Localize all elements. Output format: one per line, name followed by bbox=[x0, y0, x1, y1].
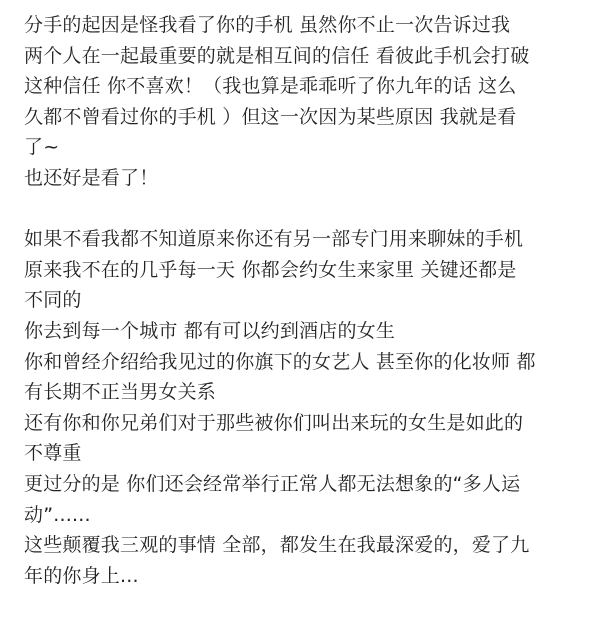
text-line: 有长期不正当男女关系 bbox=[24, 381, 217, 404]
paragraph-2 bbox=[24, 224, 584, 591]
text-line: 你和曾经介绍给我见过的你旗下的女艺人 甚至你的化妆师 都 bbox=[24, 350, 536, 373]
text-line: 原来我不在的几乎每一天 你都会约女生来家里 关键还都是 bbox=[24, 258, 517, 281]
text-line: 这种信任 你不喜欢！（我也算是乖乖听了你九年的话 这么 bbox=[24, 75, 517, 98]
paragraph-1 bbox=[24, 10, 584, 194]
text-line: 这些颠覆我三观的事情 全部，都发生在我最深爱的，爱了九 bbox=[24, 534, 530, 557]
text-line: 更过分的是 你们还会经常举行正常人都无法想象的“多人运 bbox=[24, 472, 521, 495]
text-line: 分手的起因是怪我看了你的手机 虽然你不止一次告诉过我 bbox=[24, 14, 511, 36]
text-line: 动”...... bbox=[24, 503, 91, 526]
paragraph-spacer bbox=[24, 194, 584, 225]
text-line: 不同的 bbox=[24, 289, 82, 312]
text-line: 久都不曾看过你的手机 ）但这一次因为某些原因 我就是看 bbox=[24, 105, 517, 128]
text-line: 你去到每一个城市 都有可以约到酒店的女生 bbox=[24, 319, 396, 342]
text-line: 年的你身上... bbox=[24, 564, 139, 587]
text-line: 还有你和你兄弟们对于那些被你们叫出来玩的女生是如此的 bbox=[24, 411, 524, 434]
text-line: 如果不看我都不知道原来你还有另一部专门用来聊妹的手机 bbox=[24, 228, 524, 251]
text-line: 了~ bbox=[24, 136, 60, 159]
text-line: 也还好是看了！ bbox=[24, 166, 159, 189]
text-line: 不尊重 bbox=[24, 442, 82, 465]
text-line: 两个人在一起最重要的就是相互间的信任 看彼此手机会打破 bbox=[24, 44, 530, 67]
post-body bbox=[24, 10, 584, 591]
